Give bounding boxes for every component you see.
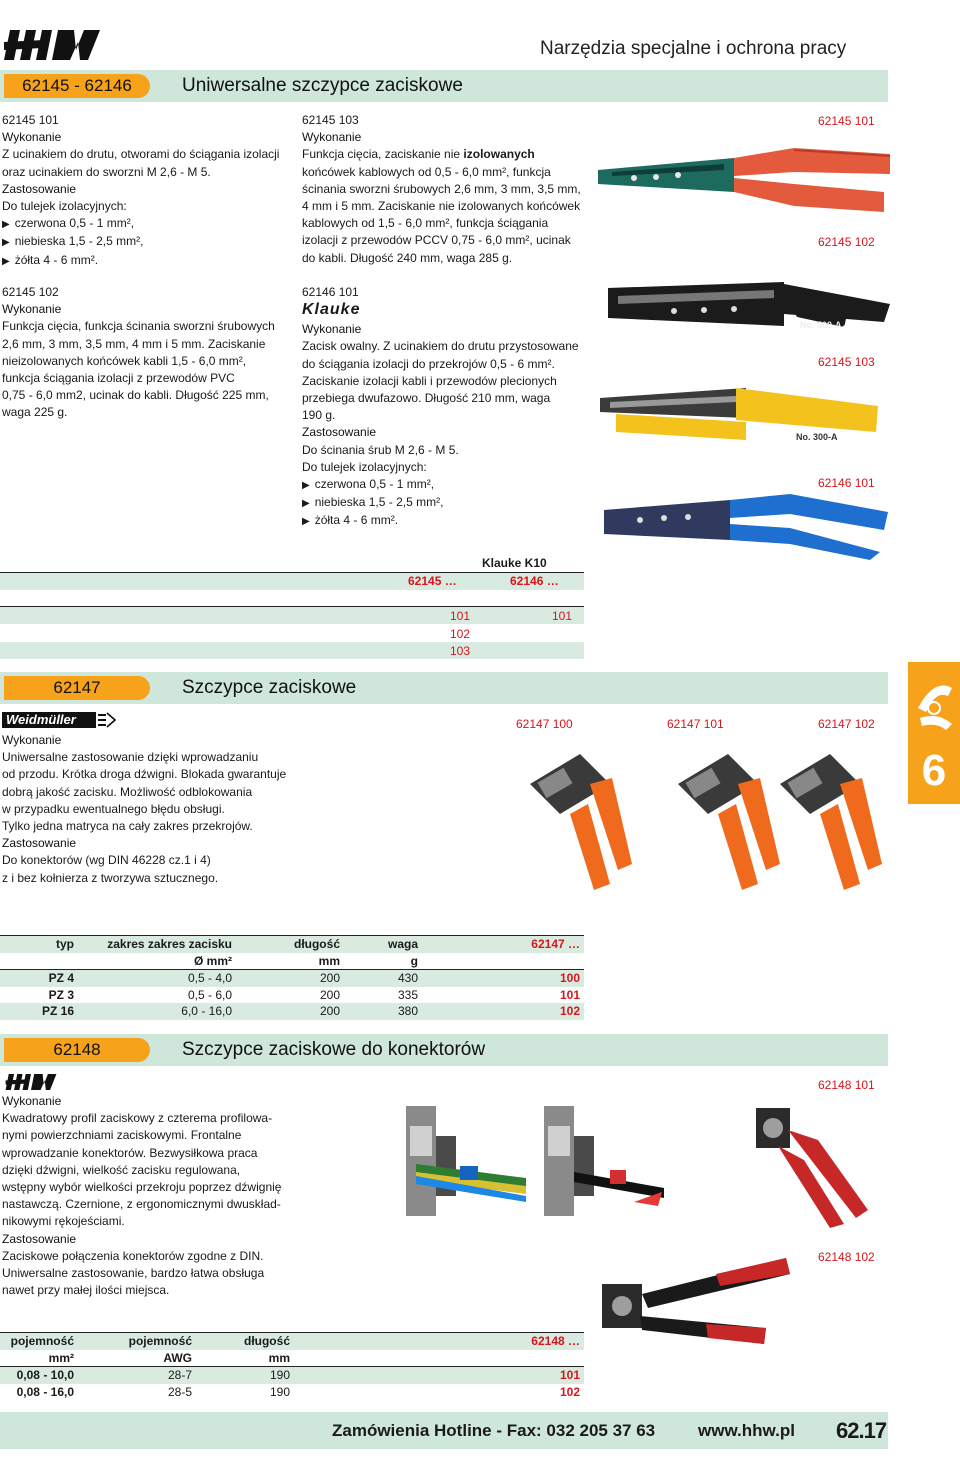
table-unit bbox=[0, 953, 78, 970]
table-unit: mm² bbox=[48, 1350, 74, 1365]
weidmuller-logo: Weidmüller bbox=[2, 712, 116, 728]
table-header: pojemność bbox=[0, 1333, 78, 1350]
table-cell: 190 bbox=[196, 1367, 294, 1384]
table-cell: 6,0 - 16,0 bbox=[78, 1003, 236, 1020]
table-unit: AWG bbox=[163, 1350, 192, 1365]
page-number: 62.17 bbox=[836, 1418, 887, 1443]
text-line: końcówek kablowych od 0,5 - 6,0 mm², funkcja bbox=[302, 164, 551, 179]
plier-image-62147-100 bbox=[520, 744, 670, 894]
table-62148 bbox=[0, 1332, 584, 1400]
klauke-logo: Klauke bbox=[302, 301, 361, 319]
heading: Zastosowanie bbox=[2, 836, 77, 851]
text-line: 190 g. bbox=[302, 408, 336, 423]
footer bbox=[0, 1412, 888, 1449]
text-line: Zacisk owalny. Z ucinakiem do drutu przystosowane bbox=[302, 339, 579, 354]
table-units-row bbox=[0, 953, 584, 970]
table-cell: 0,5 - 4,0 bbox=[78, 970, 236, 987]
text-line: Zaciskanie izolacji kabli i przewodów plecionych bbox=[302, 373, 557, 388]
table-header: typ bbox=[0, 936, 78, 953]
bullet: ▶ niebieska 1,5 - 2,5 mm², bbox=[2, 233, 279, 251]
text-line: 2,6 mm, 3 mm, 3,5 mm, 4 mm i 5 mm. Zaciskanie bbox=[2, 336, 266, 351]
table-row bbox=[0, 1367, 584, 1384]
hhw-logo-small bbox=[2, 1073, 60, 1091]
plier-image-62145-102 bbox=[604, 278, 894, 356]
text-line: Uniwersalne zastosowanie dzięki wprowadzaniu bbox=[2, 750, 259, 765]
text-line: wprowadzanie konektorów. Bezwysiłkowa praca bbox=[2, 1145, 258, 1160]
table-unit bbox=[294, 1350, 584, 1367]
heading: Wykonanie bbox=[2, 1094, 62, 1108]
image-label: 62148 101 bbox=[818, 1078, 875, 1092]
plier-icon bbox=[908, 668, 960, 738]
text-line: nieizolowanych końcówek kabli 1,5 - 6,0 mm², bbox=[2, 353, 247, 368]
plier-image-62148-102 bbox=[596, 1244, 796, 1364]
text-line: od przodu. Krótka droga dźwigni. Blokada gwarantuje bbox=[2, 767, 287, 782]
text-line: 0,75 - 6,0 mm2, ucinak do kabli. Długość 225 mm, bbox=[2, 388, 269, 403]
text-line: kablowych od 1,5 - 6,0 mm², funkcja ściągania bbox=[302, 216, 549, 231]
table-cell: 200 bbox=[236, 970, 344, 987]
text-line: izolacji z przewodów PCCV 0,75 - 6,0 mm², ucinak bbox=[302, 233, 571, 248]
section-title: Uniwersalne szczypce zaciskowe bbox=[182, 75, 463, 96]
heading: Zastosowanie bbox=[2, 181, 77, 196]
text-line: do kabli. Długość 240 mm, waga 285 g. bbox=[302, 250, 513, 265]
text-line: Zaciskowe połączenia konektorów zgodne z DIN. bbox=[2, 1248, 264, 1263]
table-cell: PZ 16 bbox=[0, 1003, 78, 1020]
text-line: Do tulejek izolacyjnych: bbox=[302, 459, 427, 474]
footer-website[interactable]: www.hhw.pl bbox=[698, 1421, 795, 1440]
text-line: Do ścinania śrub M 2,6 - M 5. bbox=[302, 442, 459, 457]
table-cell: 102 bbox=[422, 1003, 584, 1020]
text-line: Do tulejek izolacyjnych: bbox=[2, 199, 127, 214]
plier-image-62145-103 bbox=[596, 378, 886, 458]
text-line: oraz ucinakiem do sworzni M 2,6 - M 5. bbox=[2, 164, 211, 179]
table-row bbox=[0, 625, 584, 642]
crimp-detail-image-1 bbox=[396, 1106, 530, 1234]
table-cell: 190 bbox=[269, 1384, 290, 1399]
table-units-row bbox=[0, 1350, 584, 1367]
table-row bbox=[0, 1003, 584, 1020]
item-code: 62146 101 bbox=[302, 285, 359, 299]
bullet: ▶ żółta 4 - 6 mm². bbox=[2, 252, 279, 270]
text-line: Do konektorów (wg DIN 46228 cz.1 i 4) bbox=[2, 853, 211, 868]
table-header-row bbox=[0, 1333, 584, 1350]
svg-text:No. 300-A: No. 300-A bbox=[796, 432, 838, 442]
text-line: nikowymi rękojeściami. bbox=[2, 1214, 125, 1229]
heading: Wykonanie bbox=[302, 130, 362, 145]
page-category: Narzędzia specjalne i ochrona pracy bbox=[540, 38, 847, 59]
table-row bbox=[0, 642, 584, 659]
section-code: 62147 bbox=[4, 676, 150, 700]
text-line: Funkcja cięcia, zaciskanie nie izolowanych bbox=[302, 147, 535, 162]
image-label: 62145 103 bbox=[818, 355, 875, 369]
text-line: z i bez kołnierza z tworzywa sztucznego. bbox=[2, 870, 219, 885]
text-line: waga 225 g. bbox=[2, 405, 68, 420]
table-row bbox=[0, 970, 584, 987]
plier-image-62147-102 bbox=[770, 744, 920, 894]
hhw-logo bbox=[4, 28, 100, 62]
item-62145-102 bbox=[2, 284, 275, 422]
chapter-number: 6 bbox=[921, 746, 947, 795]
image-label: 62146 101 bbox=[818, 476, 875, 490]
table-cell: 101 bbox=[552, 609, 573, 623]
table-header: zakres zakres zacisku bbox=[78, 936, 236, 953]
table-header: pojemność bbox=[78, 1333, 196, 1350]
text-line: do ściągania izolacji do przekrojów 0,5 - 6 mm². bbox=[302, 356, 555, 371]
table-row bbox=[0, 607, 584, 624]
plier-image-62145-101 bbox=[594, 140, 894, 220]
text-line: Z ucinakiem do drutu, otworami do ściągania izolacji bbox=[2, 147, 280, 162]
plier-image-62148-101 bbox=[748, 1100, 878, 1230]
section-title: Szczypce zaciskowe do konektorów bbox=[182, 1039, 486, 1060]
table-header-row bbox=[0, 936, 584, 953]
table-cell: 28-7 bbox=[78, 1367, 196, 1384]
table-cell: 102 bbox=[450, 627, 471, 641]
heading: Zastosowanie bbox=[2, 1231, 77, 1246]
table-cell: 430 bbox=[344, 970, 422, 987]
table-cell: 0,08 - 10,0 bbox=[0, 1367, 78, 1384]
image-label: 62145 101 bbox=[818, 114, 875, 128]
section-title: Szczypce zaciskowe bbox=[182, 677, 357, 698]
table-unit: g bbox=[410, 953, 418, 968]
item-62146-101 bbox=[302, 284, 579, 531]
text-line: nymi powierzchniami zaciskowymi. Frontalne bbox=[2, 1128, 242, 1143]
table-cell: 103 bbox=[450, 644, 471, 658]
footer-hotline: Zamówienia Hotline - Fax: 032 205 37 63 bbox=[332, 1421, 656, 1440]
table-cell: PZ 3 bbox=[48, 987, 74, 1002]
table-unit bbox=[422, 953, 584, 970]
table-cell: 200 bbox=[319, 987, 340, 1002]
section-band-62147 bbox=[0, 672, 888, 704]
table-row bbox=[0, 987, 584, 1004]
text-line: dobrą jakość zacisku. Możliwość odblokowania bbox=[2, 784, 253, 799]
table-unit: Ø mm² bbox=[193, 953, 232, 968]
bullet: ▶ czerwona 0,5 - 1 mm², bbox=[302, 476, 579, 494]
table-unit: mm bbox=[268, 1350, 290, 1365]
text-line: nawet przy małej ilości miejsca. bbox=[2, 1283, 170, 1298]
item-62148 bbox=[2, 1093, 281, 1299]
image-label: 62147 100 bbox=[516, 717, 573, 731]
item-62145-101 bbox=[2, 112, 279, 270]
text-line: Kwadratowy profil zaciskowy z czterema profilowa- bbox=[2, 1111, 273, 1126]
section-code: 62148 bbox=[4, 1038, 150, 1062]
table-cell: 101 bbox=[450, 609, 471, 623]
table-62147 bbox=[0, 935, 584, 1020]
section-code: 62145 - 62146 bbox=[4, 74, 150, 98]
image-label: 62148 102 bbox=[818, 1250, 875, 1264]
heading: Wykonanie bbox=[302, 322, 362, 337]
table-header: waga bbox=[344, 936, 422, 953]
table-cell: 102 bbox=[559, 1384, 580, 1399]
item-code: 62145 101 bbox=[2, 113, 59, 127]
text-line: dzięki dźwigni, wielkość zacisku regulowana, bbox=[2, 1162, 241, 1177]
heading: Wykonanie bbox=[2, 130, 62, 145]
text-line: ścinania sworzni śrubowych 2,6 mm, 3 mm, 3,5 mm, bbox=[302, 181, 581, 196]
bullet: ▶ czerwona 0,5 - 1 mm², bbox=[2, 215, 279, 233]
image-label: 62145 102 bbox=[818, 235, 875, 249]
table-cell: 380 bbox=[344, 1003, 422, 1020]
image-label: 62147 101 bbox=[667, 717, 724, 731]
table-cell: 101 bbox=[559, 987, 580, 1002]
item-62145-103 bbox=[302, 112, 581, 267]
heading: Wykonanie bbox=[2, 302, 62, 317]
table-cell: 101 bbox=[294, 1367, 584, 1384]
table-cell: 200 bbox=[236, 1003, 344, 1020]
heading: Wykonanie bbox=[2, 733, 62, 747]
table-cell: 28-5 bbox=[167, 1384, 192, 1399]
section-band-62148 bbox=[0, 1034, 888, 1066]
svg-text:No. 500-A: No. 500-A bbox=[800, 320, 842, 330]
text-line: Tylko jedna matryca na cały zakres przekrojów. bbox=[2, 819, 253, 834]
table-header: 62147 … bbox=[422, 936, 584, 953]
heading: Zastosowanie bbox=[302, 425, 377, 440]
text-line: nastawczą. Czernione, z ergonomicznymi dwuskład- bbox=[2, 1197, 281, 1212]
image-label: 62147 102 bbox=[818, 717, 875, 731]
text-line: 4 mm i 5 mm. Zaciskanie nie izolowanych końcówek bbox=[302, 199, 581, 214]
bullet: ▶ żółta 4 - 6 mm². bbox=[302, 512, 579, 530]
text-line: w przypadku ewentualnego błędu obsługi. bbox=[2, 801, 225, 816]
table-header-klauke: Klauke K10 bbox=[482, 556, 547, 570]
table-header: długość bbox=[196, 1333, 294, 1350]
text-line: przebiega dwufazowo. Długość 210 mm, waga bbox=[302, 391, 551, 406]
crimp-detail-image-2 bbox=[534, 1106, 668, 1234]
item-62147 bbox=[2, 732, 286, 887]
bullet: ▶ niebieska 1,5 - 2,5 mm², bbox=[302, 494, 579, 512]
item-code: 62145 103 bbox=[302, 113, 359, 127]
table-cell: 0,5 - 6,0 bbox=[187, 987, 232, 1002]
item-code: 62145 102 bbox=[2, 285, 59, 299]
table-cell: 335 bbox=[397, 987, 418, 1002]
table-cell: PZ 4 bbox=[0, 970, 78, 987]
table-header: długość bbox=[236, 936, 344, 953]
text-line: Uniwersalne zastosowanie, bardzo łatwa obsługa bbox=[2, 1266, 265, 1281]
section-band-62145 bbox=[0, 70, 888, 102]
table-cell: 100 bbox=[422, 970, 584, 987]
table-row bbox=[0, 1384, 584, 1401]
plier-image-62146-101 bbox=[600, 490, 890, 560]
table-unit: mm bbox=[318, 953, 340, 968]
text-line: funkcja ściągania izolacji z przewodów PVC bbox=[2, 371, 235, 386]
text-line: wstępny wybór wielkości przekroju poprzez dźwignię bbox=[2, 1180, 282, 1195]
text-line: Funkcja cięcia, funkcja ścinania sworzni śrubowych bbox=[2, 319, 275, 334]
table-header-62145: 62145 … bbox=[408, 574, 457, 588]
table-header: 62148 … bbox=[294, 1333, 584, 1350]
table-header-62146: 62146 … bbox=[510, 574, 559, 588]
table-cell: 0,08 - 16,0 bbox=[16, 1384, 74, 1399]
